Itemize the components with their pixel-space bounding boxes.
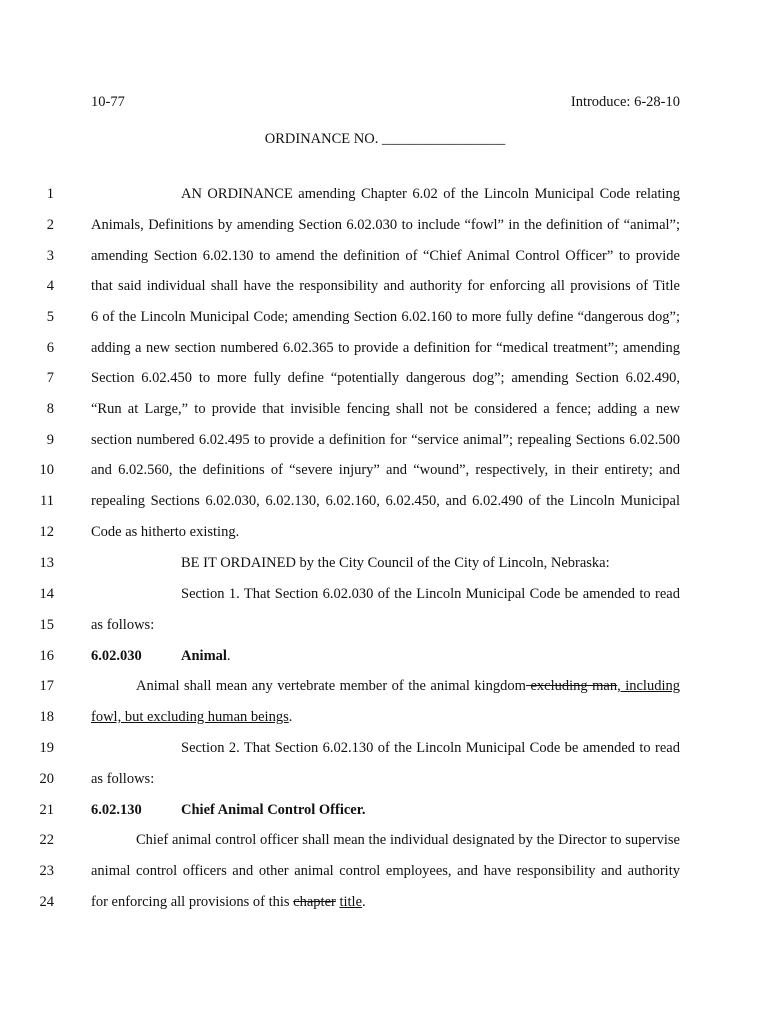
line-number: 7 (46, 370, 54, 386)
line-number: 24 (39, 894, 54, 910)
text-line (0, 832, 770, 854)
text-line (0, 248, 770, 270)
line-number: 19 (39, 740, 54, 756)
line-number: 13 (39, 555, 54, 571)
inserted-text: title (339, 894, 363, 910)
line-text: Section 2. That Section 6.02.130 of the Lincoln Municipal Code be amended to read (181, 740, 680, 756)
unchanged-text: . (288, 709, 293, 725)
line-number: 3 (46, 248, 54, 264)
line-text (136, 678, 680, 695)
section-heading-line (0, 802, 770, 824)
line-number: 8 (46, 401, 54, 417)
line-number: 23 (39, 863, 54, 879)
inserted-text: fowl, but excluding human beings (91, 709, 289, 725)
line-text: adding a new section numbered 6.02.365 to provide a definition for “medical treatment”; amending (91, 340, 680, 356)
text-line (0, 493, 770, 515)
introduce-date: Introduce: 6-28-10 (570, 94, 680, 110)
line-number: 15 (39, 617, 54, 633)
line-text: amending Section 6.02.130 to amend the definition of “Chief Animal Control Officer” to provide (91, 248, 680, 264)
section-title: Chief Animal Control Officer. (181, 802, 366, 818)
line-text: section numbered 6.02.495 to provide a definition for “service animal”; repealing Sections 6.02.500 (91, 432, 680, 448)
line-number: 16 (39, 648, 54, 664)
line-number: 1 (46, 186, 54, 202)
unchanged-text: Animal shall mean any vertebrate member of the animal kingdom (136, 678, 526, 694)
text-line (0, 278, 770, 300)
line-number: 4 (46, 278, 54, 294)
line-text: Code as hitherto existing. (91, 524, 240, 540)
text-line (0, 432, 770, 454)
line-text: Section 1. That Section 6.02.030 of the Lincoln Municipal Code be amended to read (181, 586, 680, 602)
text-line (0, 617, 770, 639)
text-line (0, 740, 770, 762)
text-line (0, 340, 770, 362)
text-line (0, 462, 770, 484)
line-text: Animals, Definitions by amending Section 6.02.030 to include “fowl” in the definition of “animal”; (91, 217, 680, 233)
line-text: and 6.02.560, the definitions of “severe injury” and “wound”, respectively, in their entirety; and (91, 462, 680, 478)
line-number: 17 (39, 678, 54, 694)
deleted-text: chapter (293, 894, 336, 910)
line-text: as follows: (91, 617, 155, 633)
amended-text-line (0, 894, 770, 916)
text-line (0, 586, 770, 608)
section-number: 6.02.130 (91, 802, 142, 818)
document-number: 10-77 (91, 94, 125, 110)
text-line (0, 370, 770, 392)
section-title (181, 648, 231, 665)
line-number: 5 (46, 309, 54, 325)
line-number: 6 (46, 340, 54, 356)
line-number: 10 (39, 462, 54, 478)
text-line (0, 401, 770, 423)
inserted-text: , including (617, 678, 680, 694)
text-line (0, 524, 770, 546)
line-text: BE IT ORDAINED by the City Council of the City of Lincoln, Nebraska: (181, 555, 610, 571)
amended-text-line (0, 678, 770, 700)
line-text (91, 894, 680, 911)
line-number: 20 (39, 771, 54, 787)
line-text: “Run at Large,” to provide that invisible fencing shall not be considered a fence; adding a new (91, 401, 680, 417)
text-line (0, 186, 770, 208)
text-line (0, 309, 770, 331)
line-text: as follows: (91, 771, 155, 787)
line-number: 11 (40, 493, 54, 509)
line-text: repealing Sections 6.02.030, 6.02.130, 6.02.160, 6.02.450, and 6.02.490 of the Lincoln Municipal (91, 493, 680, 509)
text-line (0, 217, 770, 239)
line-text: animal control officers and other animal control employees, and have responsibility and authority (91, 863, 680, 879)
line-number: 9 (46, 432, 54, 448)
amended-text-line (0, 709, 770, 731)
line-number: 18 (39, 709, 54, 725)
line-text: 6 of the Lincoln Municipal Code; amending Section 6.02.160 to more fully define “dangerous dog”; (91, 309, 680, 325)
line-number: 21 (39, 802, 54, 818)
line-number: 2 (46, 217, 54, 233)
line-number: 22 (39, 832, 54, 848)
ordinance-number-title: ORDINANCE NO. _________________ (264, 131, 506, 147)
line-text: AN ORDINANCE amending Chapter 6.02 of the Lincoln Municipal Code relating (181, 186, 680, 202)
text-line (0, 771, 770, 793)
line-text: Section 6.02.450 to more fully define “potentially dangerous dog”; amending Section 6.02.490, (91, 370, 680, 386)
text-line (0, 555, 770, 577)
unchanged-text: for enforcing all provisions of this (91, 894, 294, 910)
unchanged-text: . (362, 894, 366, 910)
section-number: 6.02.030 (91, 648, 142, 664)
section-title-text: Animal (181, 648, 227, 664)
section-title-period: . (226, 648, 231, 664)
line-number: 12 (39, 524, 54, 540)
line-text (91, 709, 680, 726)
line-text: Chief animal control officer shall mean the individual designated by the Director to supervise (136, 832, 680, 848)
line-text: that said individual shall have the responsibility and authority for enforcing all provisions of Title (91, 278, 680, 294)
text-line (0, 863, 770, 885)
line-number: 14 (39, 586, 54, 602)
deleted-text: excluding man (525, 678, 618, 694)
section-heading-line (0, 648, 770, 670)
